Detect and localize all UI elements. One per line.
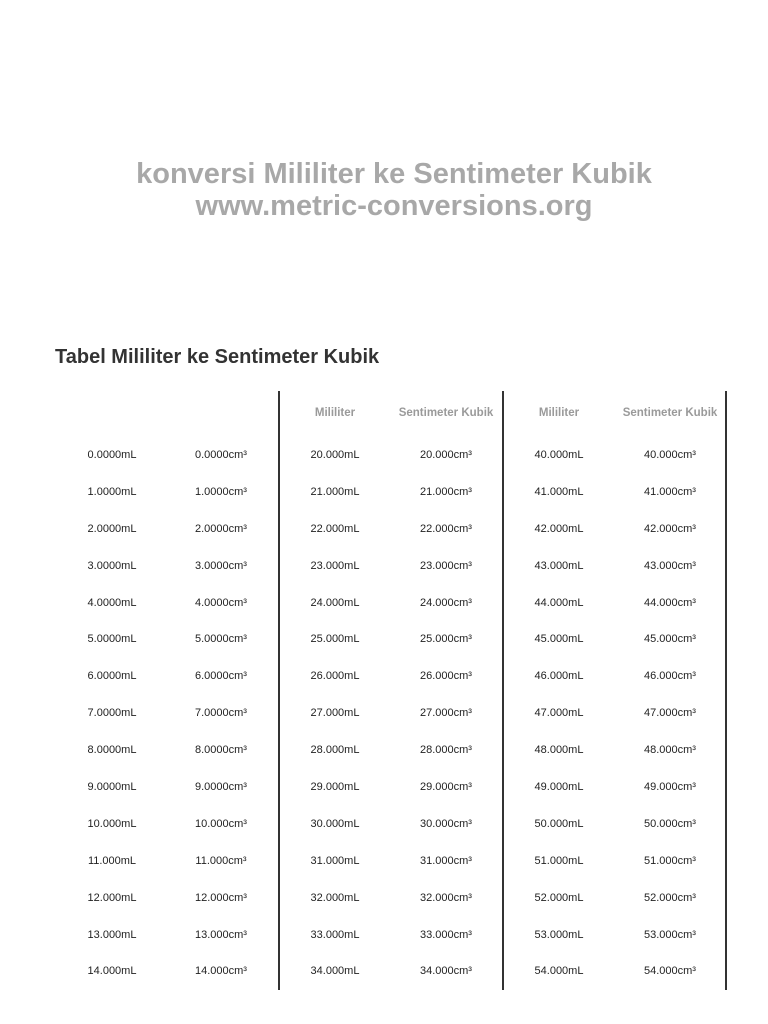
table-column (614, 398, 726, 990)
table-cell: 2.0000mL (87, 522, 137, 535)
table-cell: 28.000mL (310, 744, 360, 757)
table-cell: 48.000cm³ (644, 744, 696, 757)
table-cell: 46.000mL (534, 670, 584, 683)
table-cell: 0.0000mL (87, 449, 137, 461)
table-cell: 33.000cm³ (420, 928, 472, 941)
column-header: Mililiter (314, 407, 356, 419)
column-header: Sentimeter Kubik (622, 407, 718, 419)
table-column (503, 398, 615, 990)
table-cell: 33.000mL (310, 928, 360, 941)
table-cell: 40.000cm³ (644, 449, 696, 461)
table-cell: 25.000mL (310, 633, 360, 646)
table-cell: 24.000mL (310, 596, 360, 609)
column-header: Mililiter (538, 407, 580, 419)
table-cell: 9.0000cm³ (195, 781, 247, 794)
table-cell: 44.000cm³ (644, 596, 696, 609)
table-cell: 3.0000cm³ (195, 559, 247, 572)
table-cell: 48.000mL (534, 744, 584, 757)
table-cell: 14.000cm³ (195, 965, 247, 978)
table-cell: 0.0000cm³ (195, 449, 247, 461)
table-column (56, 398, 168, 990)
table-cell: 23.000cm³ (420, 559, 472, 572)
table-cell: 26.000cm³ (420, 670, 472, 683)
table-cell: 47.000mL (534, 707, 584, 720)
table-cell: 45.000cm³ (644, 633, 696, 646)
table-cell: 41.000mL (534, 485, 584, 498)
column-header: Sentimeter Kubik (398, 407, 494, 419)
table-cell: 13.000mL (87, 928, 137, 941)
table-column (279, 398, 391, 990)
table-cell: 8.0000cm³ (195, 744, 247, 757)
column-header (165, 398, 277, 428)
banner-title: konversi Mililiter ke Sentimeter Kubik (136, 158, 652, 190)
table-cell: 13.000cm³ (195, 928, 247, 941)
table-cell: 9.0000mL (87, 781, 137, 794)
table-cell: 5.0000mL (87, 633, 137, 646)
table-cell: 34.000mL (310, 965, 360, 978)
table-cell: 49.000mL (534, 781, 584, 794)
table-cell: 30.000mL (310, 817, 360, 830)
table-cell: 52.000cm³ (644, 891, 696, 904)
table-cell: 7.0000cm³ (195, 707, 247, 720)
table-cell: 50.000cm³ (644, 817, 696, 830)
table-cell: 29.000cm³ (420, 781, 472, 794)
table-cell: 10.000mL (87, 817, 137, 830)
table-cell: 6.0000cm³ (195, 670, 247, 683)
table-cell: 11.000cm³ (195, 854, 247, 867)
table-cell: 4.0000mL (87, 596, 137, 609)
banner-url: www.metric-conversions.org (195, 190, 593, 222)
table-cell: 21.000cm³ (420, 485, 472, 498)
site-banner (0, 158, 768, 222)
table-cell: 53.000mL (534, 928, 584, 941)
table-cell: 5.0000cm³ (195, 633, 247, 646)
table-cell: 3.0000mL (87, 559, 137, 572)
table-cell: 23.000mL (310, 559, 360, 572)
table-cell: 10.000cm³ (195, 817, 247, 830)
table-cell: 31.000cm³ (420, 854, 472, 867)
table-cell: 21.000mL (310, 485, 360, 498)
table-cell: 30.000cm³ (420, 817, 472, 830)
table-cell: 28.000cm³ (420, 744, 472, 757)
table-cell: 31.000mL (310, 854, 360, 867)
table-cell: 50.000mL (534, 817, 584, 830)
table-cell: 26.000mL (310, 670, 360, 683)
table-cell: 11.000mL (87, 854, 137, 867)
table-cell: 54.000cm³ (644, 965, 696, 978)
table-cell: 54.000mL (534, 965, 584, 978)
table-cell: 7.0000mL (87, 707, 137, 720)
table-cell: 22.000mL (310, 522, 360, 535)
table-cell: 20.000mL (310, 449, 360, 461)
table-cell: 24.000cm³ (420, 596, 472, 609)
table-cell: 42.000cm³ (644, 522, 696, 535)
table-cell: 34.000cm³ (420, 965, 472, 978)
table-cell: 47.000cm³ (644, 707, 696, 720)
table-cell: 20.000cm³ (420, 449, 472, 461)
table-cell: 6.0000mL (87, 670, 137, 683)
table-cell: 51.000mL (534, 854, 584, 867)
table-cell: 1.0000cm³ (195, 485, 247, 498)
table-column (390, 398, 502, 990)
column-header (56, 398, 168, 428)
table-cell: 51.000cm³ (644, 854, 696, 867)
table-cell: 27.000cm³ (420, 707, 472, 720)
table-cell: 14.000mL (87, 965, 137, 978)
table-cell: 2.0000cm³ (195, 522, 247, 535)
table-cell: 40.000mL (534, 449, 584, 461)
table-cell: 32.000mL (310, 891, 360, 904)
table-cell: 4.0000cm³ (195, 596, 247, 609)
table-cell: 45.000mL (534, 633, 584, 646)
table-cell: 52.000mL (534, 891, 584, 904)
table-cell: 46.000cm³ (644, 670, 696, 683)
table-cell: 1.0000mL (87, 485, 137, 498)
table-cell: 43.000mL (534, 559, 584, 572)
table-cell: 12.000cm³ (195, 891, 247, 904)
table-cell: 44.000mL (534, 596, 584, 609)
table-column (165, 398, 277, 990)
table-cell: 27.000mL (310, 707, 360, 720)
table-cell: 49.000cm³ (644, 781, 696, 794)
table-cell: 29.000mL (310, 781, 360, 794)
table-cell: 42.000mL (534, 522, 584, 535)
table-cell: 43.000cm³ (644, 559, 696, 572)
table-cell: 12.000mL (87, 891, 137, 904)
table-cell: 8.0000mL (87, 744, 137, 757)
table-cell: 22.000cm³ (420, 522, 472, 535)
table-cell: 32.000cm³ (420, 891, 472, 904)
table-cell: 25.000cm³ (420, 633, 472, 646)
table-title: Tabel Mililiter ke Sentimeter Kubik (55, 346, 380, 368)
table-cell: 41.000cm³ (644, 485, 696, 498)
table-cell: 53.000cm³ (644, 928, 696, 941)
